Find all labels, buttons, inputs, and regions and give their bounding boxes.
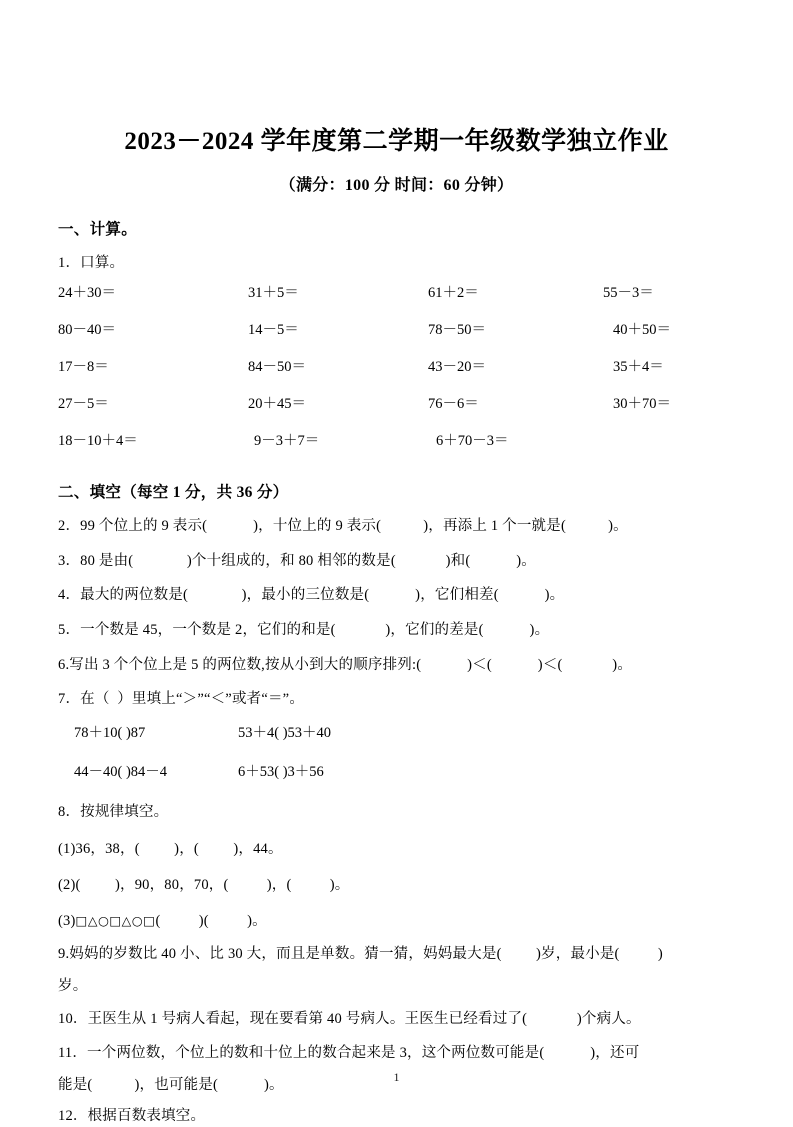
section-two-heading: 二、填空（每空 1 分，共 36 分）: [58, 484, 289, 502]
calc-item: 61＋2＝: [428, 285, 479, 302]
page-subtitle: （满分：100 分 时间：60 分钟）: [279, 176, 514, 194]
calc-item: 14－5＝: [248, 322, 299, 339]
calc-row: [58, 310, 748, 347]
question-8-part-3-blanks: ( )( )。: [155, 913, 267, 930]
question-10: 10．王医生从 1 号病人看起，现在要看第 40 号病人。王医生已经看过了( )个病人。: [58, 1010, 641, 1027]
calc-item: 43－20＝: [428, 359, 486, 376]
question-12: 12．根据百数表填空。: [58, 1107, 206, 1124]
calc-item: 17－8＝: [58, 359, 109, 376]
question-9-line-1: 9.妈妈的岁数比 40 小、比 30 大，而且是单数。猜一猜，妈妈最大是( )岁，最小是( ): [58, 946, 663, 963]
calc-item: 31＋5＝: [248, 285, 299, 302]
calc-item: 20＋45＝: [248, 396, 306, 413]
calc-item: 78－50＝: [428, 322, 486, 339]
calc-item: 24＋30＝: [58, 285, 116, 302]
calc-row: [58, 273, 748, 310]
question-11-line-2: 能是( )，也可能是( )。: [58, 1076, 284, 1093]
comparison-item: 6＋53( )3＋56: [238, 763, 324, 780]
calc-item: 76－6＝: [428, 396, 479, 413]
calc-item: 30＋70＝: [613, 396, 671, 413]
calc-item: 55－3＝: [603, 285, 654, 302]
question-8-part-2: (2)( )，90，80，70，( )，( )。: [58, 877, 350, 894]
question-8-part-3-prefix: (3): [58, 913, 76, 930]
comparison-row: [58, 710, 748, 749]
section-one-heading: 一、计算。: [58, 220, 138, 238]
question-7-label: 7．在（ ）里填上“＞”“＜”或者“＝”。: [58, 691, 305, 708]
calc-item: 84－50＝: [248, 359, 306, 376]
page-title: 2023－2024 学年度第二学期一年级数学独立作业: [124, 128, 669, 155]
calc-item: 40＋50＝: [613, 322, 671, 339]
shape-pattern-sequence: □△○□△○□: [75, 913, 156, 929]
calc-row: [58, 384, 748, 421]
calc-item: 27－5＝: [58, 396, 109, 413]
calc-item: 9－3＋7＝: [254, 433, 320, 450]
calc-item: 6＋70－3＝: [436, 433, 509, 450]
calc-item: 80－40＝: [58, 322, 116, 339]
question-5: 5．一个数是 45，一个数是 2，它们的和是( )，它们的差是( )。: [58, 622, 550, 638]
comparison-row: [58, 749, 748, 788]
calc-item: 18－10＋4＝: [58, 433, 138, 450]
question-8-label: 8．按规律填空。: [58, 803, 169, 820]
question-8-part-3: [58, 894, 748, 930]
exam-content: [0, 195, 793, 1127]
comparison-item: 78＋10( )87: [74, 724, 146, 741]
question-2: 2．99 个位上的 9 表示( )，十位上的 9 表示( )，再添上 1 个一就是( )。: [58, 518, 628, 535]
calc-row: [58, 347, 748, 384]
comparison-item: 44－40( )84－4: [74, 763, 168, 780]
page-number: 1: [393, 1070, 400, 1084]
question-4: 4．最大的两位数是( )，最小的三位数是( )，它们相差( )。: [58, 587, 565, 604]
question-3: 3．80 是由( )个十组成的，和 80 相邻的数是( )和( )。: [58, 552, 536, 569]
comparison-item: 53＋4( )53＋40: [238, 724, 332, 741]
question-6: 6.写出 3 个个位上是 5 的两位数,按从小到大的顺序排列:( )＜( )＜( )。: [58, 656, 633, 673]
question-9-line-2: 岁。: [58, 977, 88, 994]
question-1-label: 1．口算。: [58, 254, 125, 271]
calc-row: [58, 421, 748, 458]
question-8-part-1: (1)36，38，( )，( )，44。: [58, 841, 283, 858]
calc-item: 35＋4＝: [613, 359, 664, 376]
question-11-line-1: 11．一个两位数，个位上的数和十位上的数合起来是 3，这个两位数可能是( )，还可: [58, 1045, 640, 1062]
